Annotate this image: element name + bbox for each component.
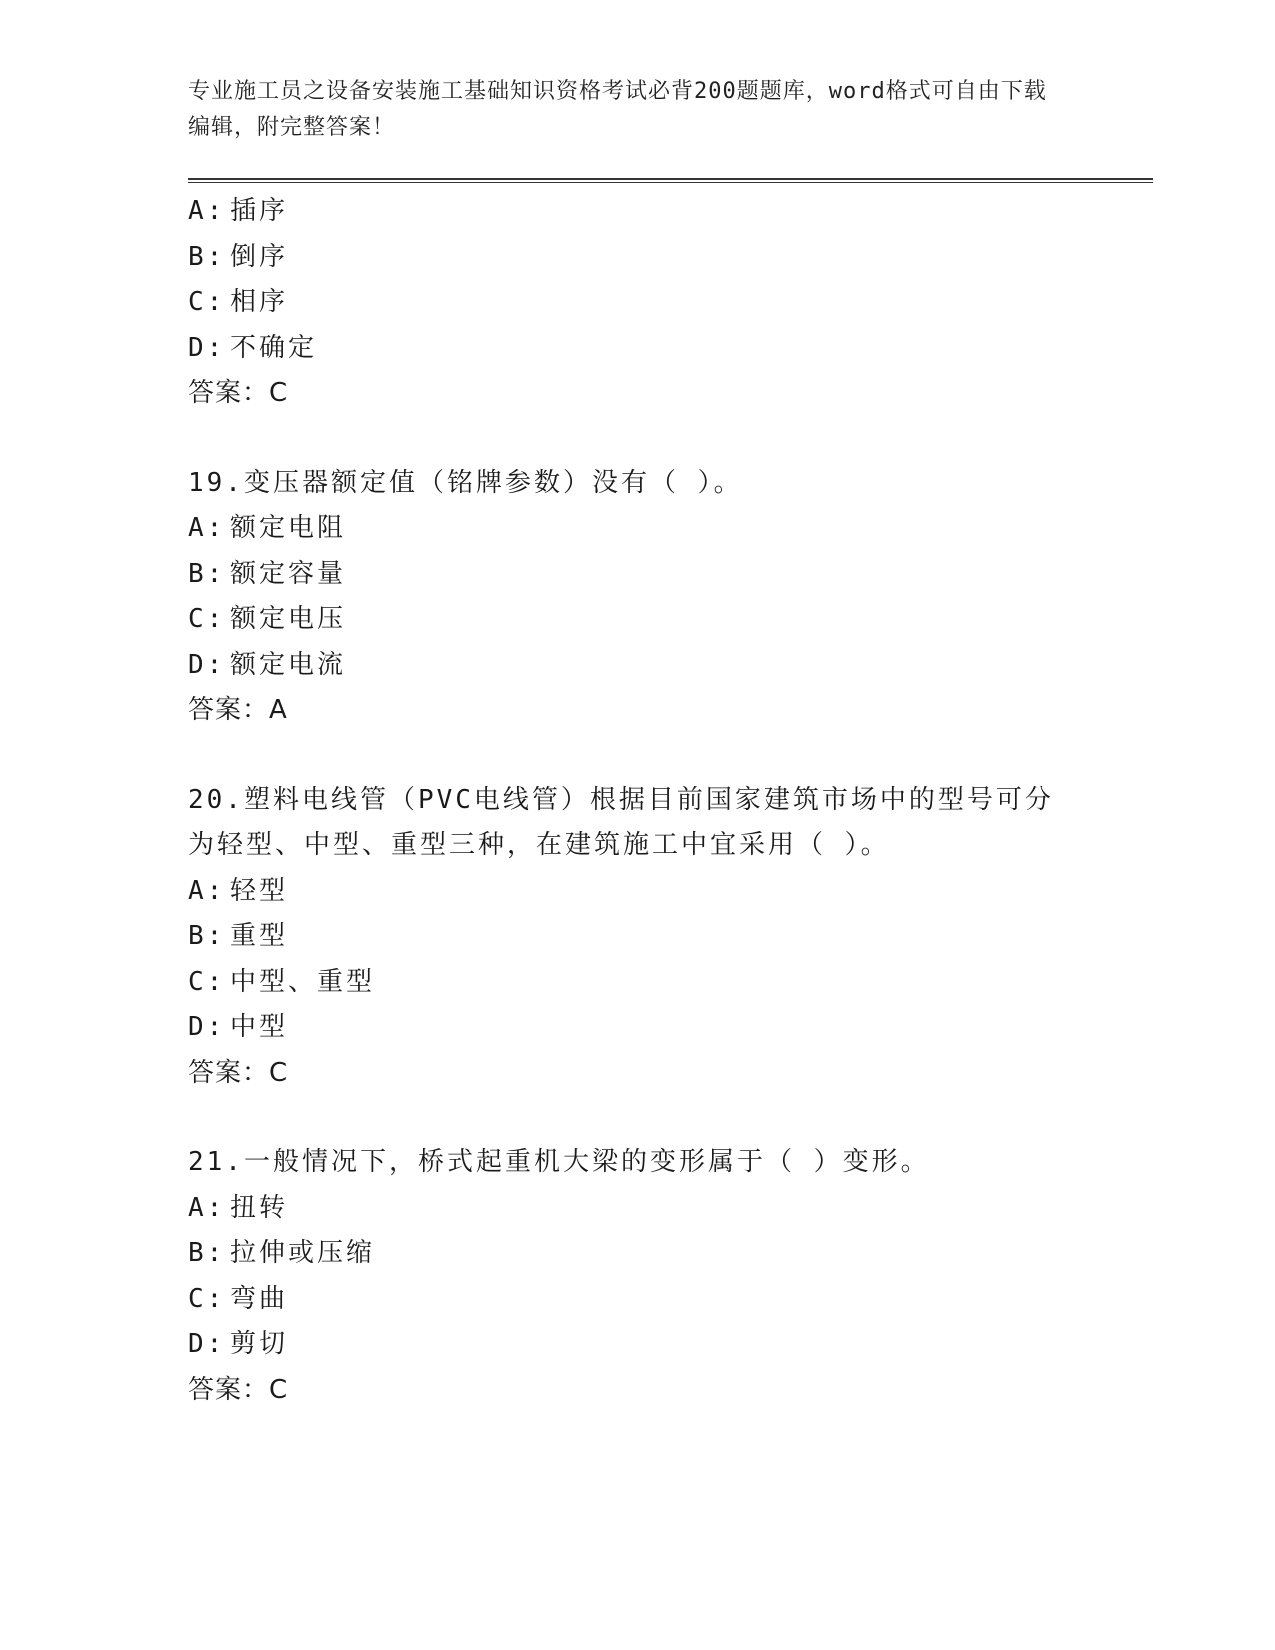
- option-text: 轻型: [230, 875, 289, 906]
- question-spacer: [188, 734, 1088, 778]
- question-stem: 19.变压器额定值（铭牌参数）没有（ ）。: [188, 467, 743, 498]
- option-b: [188, 552, 1088, 598]
- header-divider-thick: [188, 178, 1153, 180]
- option-text: 额定电压: [230, 604, 347, 634]
- option-c: [188, 960, 1088, 1006]
- option-c: [188, 280, 1088, 326]
- option-b: [188, 914, 1088, 960]
- option-b: [188, 1231, 1088, 1277]
- option-d: [188, 643, 1088, 689]
- option-a: [188, 506, 1088, 552]
- option-letter: B:: [188, 241, 226, 272]
- document-header: 专业施工员之设备安装施工基础知识资格考试必背200题题库，word格式可自由下载编辑，附完整答案！: [188, 79, 1047, 140]
- option-c: [188, 597, 1088, 643]
- option-text: 中型: [230, 1012, 289, 1042]
- question-spacer: [188, 417, 1088, 461]
- option-letter: B:: [188, 921, 226, 951]
- option-text: 拉伸或压缩: [230, 1238, 376, 1268]
- question-20: [188, 778, 1088, 1097]
- option-a: [188, 189, 1088, 235]
- option-letter: B:: [188, 558, 226, 589]
- option-letter: D:: [188, 1012, 226, 1042]
- option-letter: A:: [188, 513, 226, 543]
- option-letter: C:: [188, 287, 226, 317]
- option-text: 中型、重型: [230, 966, 376, 997]
- answer-line: 答案：A: [188, 695, 288, 725]
- option-d: [188, 1322, 1088, 1368]
- option-d: [188, 326, 1088, 372]
- option-text: 额定电流: [230, 649, 347, 680]
- option-text: 剪切: [230, 1329, 289, 1359]
- option-letter: A:: [188, 875, 226, 906]
- option-letter: D:: [188, 1329, 226, 1359]
- option-text: 额定容量: [230, 558, 347, 589]
- option-letter: A:: [188, 196, 226, 226]
- question-21: [188, 1140, 1088, 1413]
- option-text: 插序: [230, 196, 289, 226]
- option-letter: D:: [188, 649, 226, 680]
- option-text: 扭转: [230, 1192, 289, 1223]
- option-d: [188, 1005, 1088, 1051]
- option-letter: D:: [188, 332, 226, 363]
- answer-line: 答案：C: [188, 378, 289, 408]
- question-stem: 20.塑料电线管（PVC电线管）根据目前国家建筑市场中的型号可分为轻型、中型、重型三种，在建筑施工中宜采用（ ）。: [188, 784, 1054, 860]
- option-letter: C:: [188, 966, 226, 997]
- option-text: 额定电阻: [230, 513, 347, 543]
- option-letter: B:: [188, 1238, 226, 1268]
- header-divider-thin: [188, 182, 1153, 183]
- option-text: 不确定: [230, 332, 318, 363]
- option-text: 倒序: [230, 241, 289, 272]
- question-stem: 21.一般情况下，桥式起重机大梁的变形属于（ ）变形。: [188, 1147, 930, 1177]
- answer-line: 答案：C: [188, 1057, 289, 1088]
- option-letter: C:: [188, 604, 226, 634]
- option-text: 相序: [230, 287, 289, 317]
- option-b: [188, 235, 1088, 281]
- option-letter: A:: [188, 1192, 226, 1223]
- question-18-tail: [188, 189, 1088, 417]
- answer-line: 答案：C: [188, 1374, 289, 1405]
- question-list: [188, 189, 1088, 1413]
- option-a: [188, 1186, 1088, 1232]
- question-19: [188, 461, 1088, 734]
- option-a: [188, 869, 1088, 915]
- option-text: 弯曲: [230, 1283, 289, 1314]
- option-text: 重型: [230, 921, 289, 951]
- question-spacer: [188, 1096, 1088, 1140]
- option-letter: C:: [188, 1283, 226, 1314]
- option-c: [188, 1277, 1088, 1323]
